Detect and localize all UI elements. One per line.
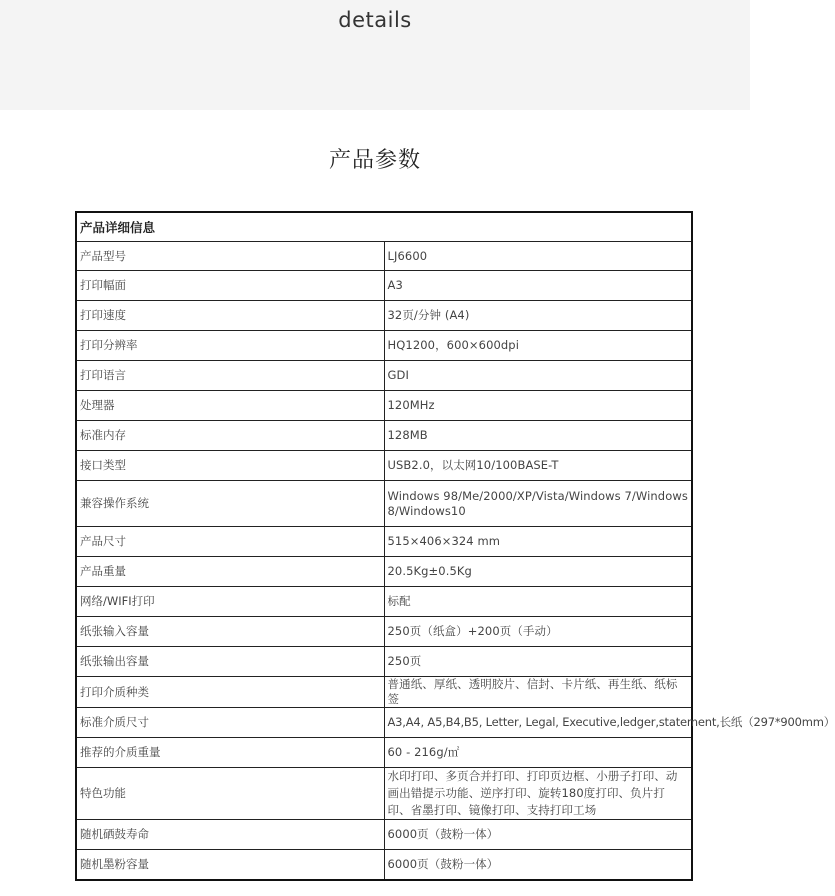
table-row: [76, 587, 692, 617]
table-row: [76, 527, 692, 557]
row-value: USB2.0，以太网10/100BASE-T: [384, 451, 692, 481]
row-label: 接口类型: [76, 451, 384, 481]
row-label: 打印幅面: [76, 271, 384, 301]
row-value: 250页（纸盒）+200页（手动）: [384, 617, 692, 647]
row-value: 250页: [384, 647, 692, 677]
row-label: 打印分辨率: [76, 331, 384, 361]
table-row: [76, 271, 692, 301]
table-row: [76, 361, 692, 391]
row-label: 产品型号: [76, 242, 384, 271]
top-banner: [0, 0, 750, 110]
row-value: 6000页（鼓粉一体）: [384, 850, 692, 880]
row-label: 纸张输入容量: [76, 617, 384, 647]
row-value: 515×406×324 mm: [384, 527, 692, 557]
table-row: [76, 331, 692, 361]
table-row: [76, 617, 692, 647]
row-value: 水印打印、多页合并打印、打印页边框、小册子打印、动画出错提示功能、逆序打印、旋转180度打印、负片打印、省墨打印、镜像打印、支持打印工场: [384, 768, 692, 820]
table-row: [76, 768, 692, 820]
row-value: 60 - 216g/㎡: [384, 738, 692, 768]
spec-table: [75, 211, 835, 881]
row-value: Windows 98/Me/2000/XP/Vista/Windows 7/Windows 8/Windows10: [384, 481, 692, 527]
table-row: [76, 850, 692, 880]
table-row: [76, 647, 692, 677]
row-label: 兼容操作系统: [76, 481, 384, 527]
table-header-row: [76, 212, 692, 242]
table-row: [76, 451, 692, 481]
table-row: [76, 820, 692, 850]
row-value: HQ1200，600×600dpi: [384, 331, 692, 361]
row-value: LJ6600: [384, 242, 692, 271]
row-value: 标配: [384, 587, 692, 617]
table-row: [76, 421, 692, 451]
table-header: 产品详细信息: [76, 212, 692, 242]
row-label: 随机墨粉容量: [76, 850, 384, 880]
table-row: [76, 391, 692, 421]
row-value: 120MHz: [384, 391, 692, 421]
row-label: 处理器: [76, 391, 384, 421]
section-title: 产品参数: [328, 148, 421, 173]
row-value: A3,A4, A5,B4,B5, Letter, Legal, Executive,ledger,statement,长纸（297*900mm）: [384, 708, 692, 738]
table-row: [76, 481, 692, 527]
row-label: 产品尺寸: [76, 527, 384, 557]
row-label: 特色功能: [76, 768, 384, 820]
table-row: [76, 708, 692, 738]
row-label: 网络/WIFI打印: [76, 587, 384, 617]
row-label: 打印语言: [76, 361, 384, 391]
row-value: 6000页（鼓粉一体）: [384, 820, 692, 850]
row-label: 产品重量: [76, 557, 384, 587]
row-value: 128MB: [384, 421, 692, 451]
row-label: 打印介质种类: [76, 677, 384, 708]
table-row: [76, 242, 692, 271]
table-row: [76, 738, 692, 768]
banner-title: details: [338, 8, 412, 32]
row-value: 普通纸、厚纸、透明胶片、信封、卡片纸、再生纸、纸标签: [384, 677, 692, 708]
table-row: [76, 301, 692, 331]
row-label: 纸张输出容量: [76, 647, 384, 677]
row-label: 推荐的介质重量: [76, 738, 384, 768]
row-value: 32页/分钟 (A4): [384, 301, 692, 331]
row-label: 标准介质尺寸: [76, 708, 384, 738]
row-label: 标准内存: [76, 421, 384, 451]
table-row: [76, 677, 692, 708]
row-label: 随机硒鼓寿命: [76, 820, 384, 850]
row-label: 打印速度: [76, 301, 384, 331]
row-value: GDI: [384, 361, 692, 391]
row-value: 20.5Kg±0.5Kg: [384, 557, 692, 587]
table-row: [76, 557, 692, 587]
row-value: A3: [384, 271, 692, 301]
